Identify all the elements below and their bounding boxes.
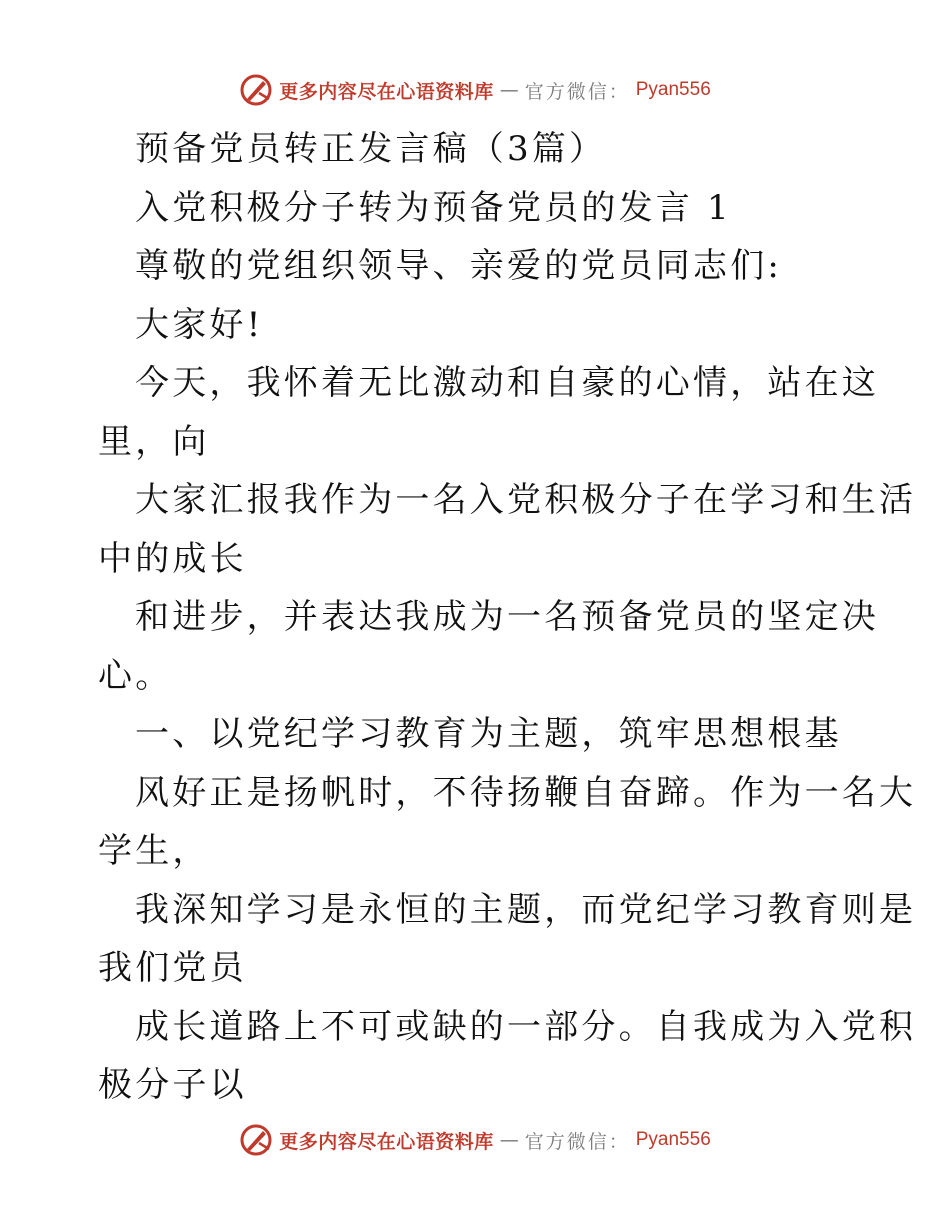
watermark-dash: — [499, 1129, 519, 1151]
document-line: 入党积极分子转为预备党员的发言 1 [135, 187, 732, 228]
watermark-official-label: 官方微信： [524, 80, 630, 103]
document-line: 大家好! [135, 304, 264, 345]
watermark-text: 更多内容尽在心语资料库 [279, 1130, 494, 1153]
document-line: 预备党员转正发言稿（3篇） [135, 129, 607, 169]
document-line: 我深知学习是永恒的主题，而党纪学习教育则是 [135, 889, 917, 930]
quill-logo-icon [239, 73, 273, 107]
document-line: 极分子以 [98, 1065, 247, 1105]
document-line: 我们党员 [98, 948, 247, 988]
document-line: 学生， [98, 831, 210, 871]
document-line: 成长道路上不可或缺的一部分。自我成为入党积 [135, 1006, 917, 1047]
document-line: 风好正是扬帆时，不待扬鞭自奋蹄。作为一名大 [135, 772, 917, 813]
document-line: 心。 [98, 655, 173, 696]
document-body [98, 120, 917, 1115]
document-line: 和进步，并表达我成为一名预备党员的坚定决 [135, 597, 879, 637]
watermark-dash: — [499, 79, 519, 101]
document-line: 今天，我怀着无比激动和自豪的心情，站在这 [135, 363, 879, 403]
document-line: 一、以党纪学习教育为主题，筑牢思想根基 [135, 714, 842, 754]
document-line: 尊敬的党组织领导、亲爱的党员同志们: [135, 246, 783, 286]
watermark-header [0, 70, 950, 110]
quill-logo-icon [239, 1123, 273, 1157]
document-line: 大家汇报我作为一名入党积极分子在学习和生活 [135, 480, 917, 520]
document-line: 里，向 [98, 421, 210, 462]
document-line: 中的成长 [98, 538, 247, 579]
watermark-text: 更多内容尽在心语资料库 [279, 80, 494, 103]
watermark-wechat-id: Pyan556 [635, 79, 711, 100]
watermark-official-label: 官方微信： [524, 1130, 630, 1153]
watermark-footer [0, 1120, 950, 1160]
watermark-wechat-id: Pyan556 [635, 1129, 711, 1150]
